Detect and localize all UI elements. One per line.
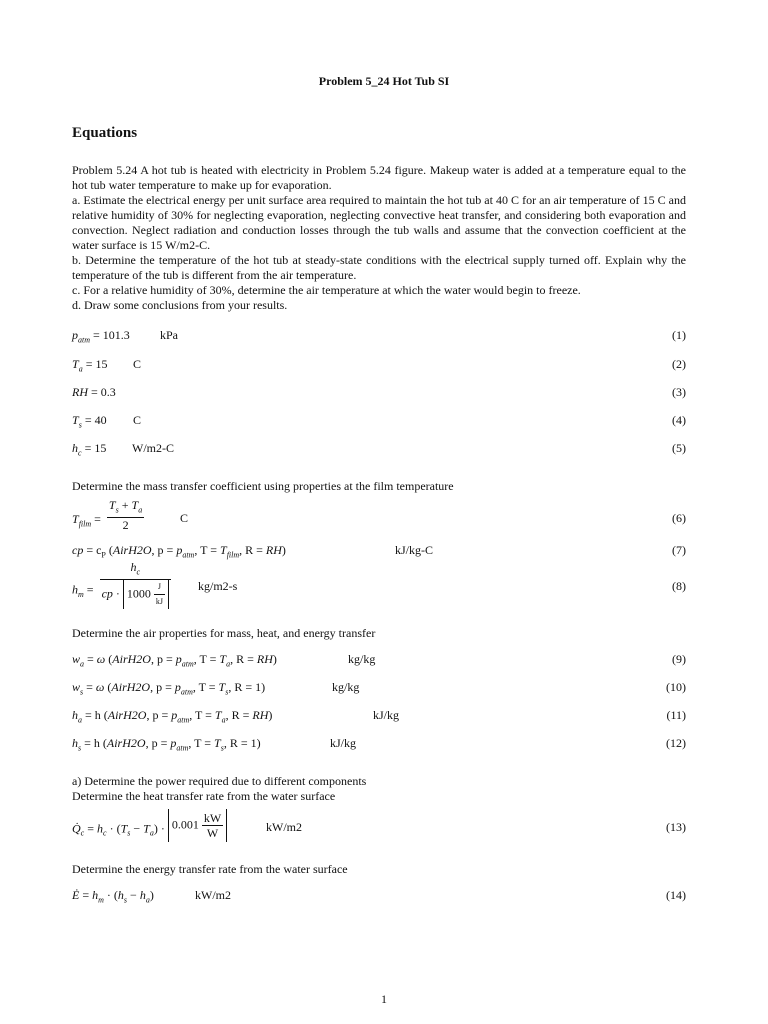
- equation-3-math: RH = 0.3: [72, 385, 116, 399]
- equation-2-number: (2): [672, 357, 686, 371]
- equation-12-math: $h_s = h$ (AirH2O, $p = p_{atm}$, $T = T_s$, R = 1): [72, 736, 261, 753]
- equation-11: [72, 708, 686, 728]
- equation-6-math: $T_{film}$ = $\frac{T_s + T_a}{2}$: [72, 498, 143, 533]
- equation-8-unit: kg/m2-s: [198, 579, 238, 593]
- problem-statement: [72, 163, 686, 313]
- equation-5-unit: W/m2-C: [132, 441, 174, 455]
- equation-2-math: $T_a = 15$: [72, 357, 108, 374]
- equation-13-unit: kW/m2: [266, 820, 302, 834]
- note-energy-transfer: Determine the energy transfer rate from the water surface: [72, 862, 348, 876]
- equation-9-number: (9): [672, 652, 686, 666]
- equation-10: [72, 680, 686, 700]
- equation-5-math: $h_c = 15$: [72, 441, 107, 458]
- equation-11-number: (11): [666, 708, 686, 722]
- equation-10-number: (10): [666, 680, 686, 694]
- equation-5-number: (5): [672, 441, 686, 455]
- intro-paragraph-c: c. For a relative humidity of 30%, determine the air temperature at which the water would begin to freeze.: [72, 283, 581, 297]
- equation-4-unit: C: [133, 413, 142, 427]
- equation-8: [72, 560, 686, 607]
- equation-9: [72, 652, 686, 672]
- section-heading: Equations: [72, 125, 138, 141]
- equation-6-number: (6): [672, 511, 686, 525]
- equation-3: [72, 385, 686, 405]
- equation-12-unit: kJ/kg: [330, 736, 357, 750]
- equation-7-number: (7): [672, 543, 686, 557]
- equation-1-unit: kPa: [160, 328, 178, 342]
- equation-2: [72, 357, 686, 377]
- equation-13-number: (13): [666, 820, 686, 834]
- equation-6: [72, 498, 686, 536]
- equation-9-math: $w_a = \omega$ (AirH2O, $p = p_{atm}$, $T = T_a$, R = RH): [72, 652, 277, 669]
- equation-14: [72, 888, 686, 908]
- equation-9-unit: kg/kg: [348, 652, 376, 666]
- document-title: Problem 5_24 Hot Tub SI: [318, 74, 450, 88]
- equation-11-unit: kJ/kg: [373, 708, 400, 722]
- equation-1-math: $p_{atm} = 101.3$: [72, 328, 130, 345]
- equation-14-unit: kW/m2: [195, 888, 231, 902]
- equation-13-math: $Q̇_c = h_c \cdot (T_s - T_a) \cdot 0.001$ $\frac{kW}{W}$: [72, 817, 227, 842]
- equation-1-number: (1): [672, 328, 686, 342]
- equation-6-unit: C: [180, 511, 189, 525]
- intro-paragraph-a: a. Estimate the electrical energy per unit surface area required to maintain the hot tub at 40 C for an air temperature of 15 C and relative humidity of 30% for neglecting evaporation, neglecting convective heat transfer, and considering both evaporation and convection. Neglect radiation and conduction losses through the tub walls and assume that the convection coefficient at the water surface is 15 W/m2-C.: [72, 193, 686, 252]
- equation-12: [72, 736, 686, 756]
- note-film-temperature: Determine the mass transfer coefficient using properties at the film temperature: [72, 479, 454, 493]
- equation-7-math: cp = $c_P$ (AirH2O, $p = p_{atm}$, $T = T_{film}$, R = RH): [72, 543, 286, 560]
- intro-paragraph-d: d. Draw some conclusions from your results.: [72, 298, 288, 312]
- page-number: 1: [381, 992, 387, 1006]
- equation-14-number: (14): [666, 888, 686, 902]
- equation-10-math: $w_s = \omega$ (AirH2O, $p = p_{atm}$, $T = T_s$, R = 1): [72, 680, 266, 697]
- note-air-properties: Determine the air properties for mass, heat, and energy transfer: [72, 626, 376, 640]
- note-heat-transfer: Determine the heat transfer rate from the water surface: [72, 789, 336, 803]
- equation-11-math: $h_a = h$ (AirH2O, $p = p_{atm}$, $T = T_a$, R = RH): [72, 708, 273, 725]
- equation-4: [72, 413, 686, 433]
- equation-14-math: Ė = $h_m \cdot (h_s - h_a)$: [72, 888, 154, 905]
- equation-12-number: (12): [666, 736, 686, 750]
- equation-4-math: $T_s = 40$: [72, 413, 107, 430]
- equation-13: [72, 810, 686, 846]
- equation-3-number: (3): [672, 385, 686, 399]
- note-part-a: a) Determine the power required due to different components: [72, 774, 367, 788]
- intro-paragraph-b: b. Determine the temperature of the hot tub at steady-state conditions with the electrical supply turned off. Explain why the temperature of the tub is different from the air temperature.: [72, 253, 686, 282]
- equation-8-number: (8): [672, 579, 686, 593]
- equation-2-unit: C: [133, 357, 142, 371]
- equation-4-number: (4): [672, 413, 686, 427]
- equation-7-unit: kJ/kg-C: [395, 543, 434, 557]
- equation-10-unit: kg/kg: [332, 680, 360, 694]
- equation-8-math: $h_m$ = $h_c$ cp · 1000 $\frac{J}{kJ}$: [72, 572, 174, 609]
- intro-paragraph-0: Problem 5.24 A hot tub is heated with electricity in Problem 5.24 figure. Makeup water is added at a temperature equal to the hot tub water temperature to make up for evaporation.: [72, 163, 686, 192]
- equation-5: [72, 441, 686, 461]
- equation-1: [72, 328, 686, 348]
